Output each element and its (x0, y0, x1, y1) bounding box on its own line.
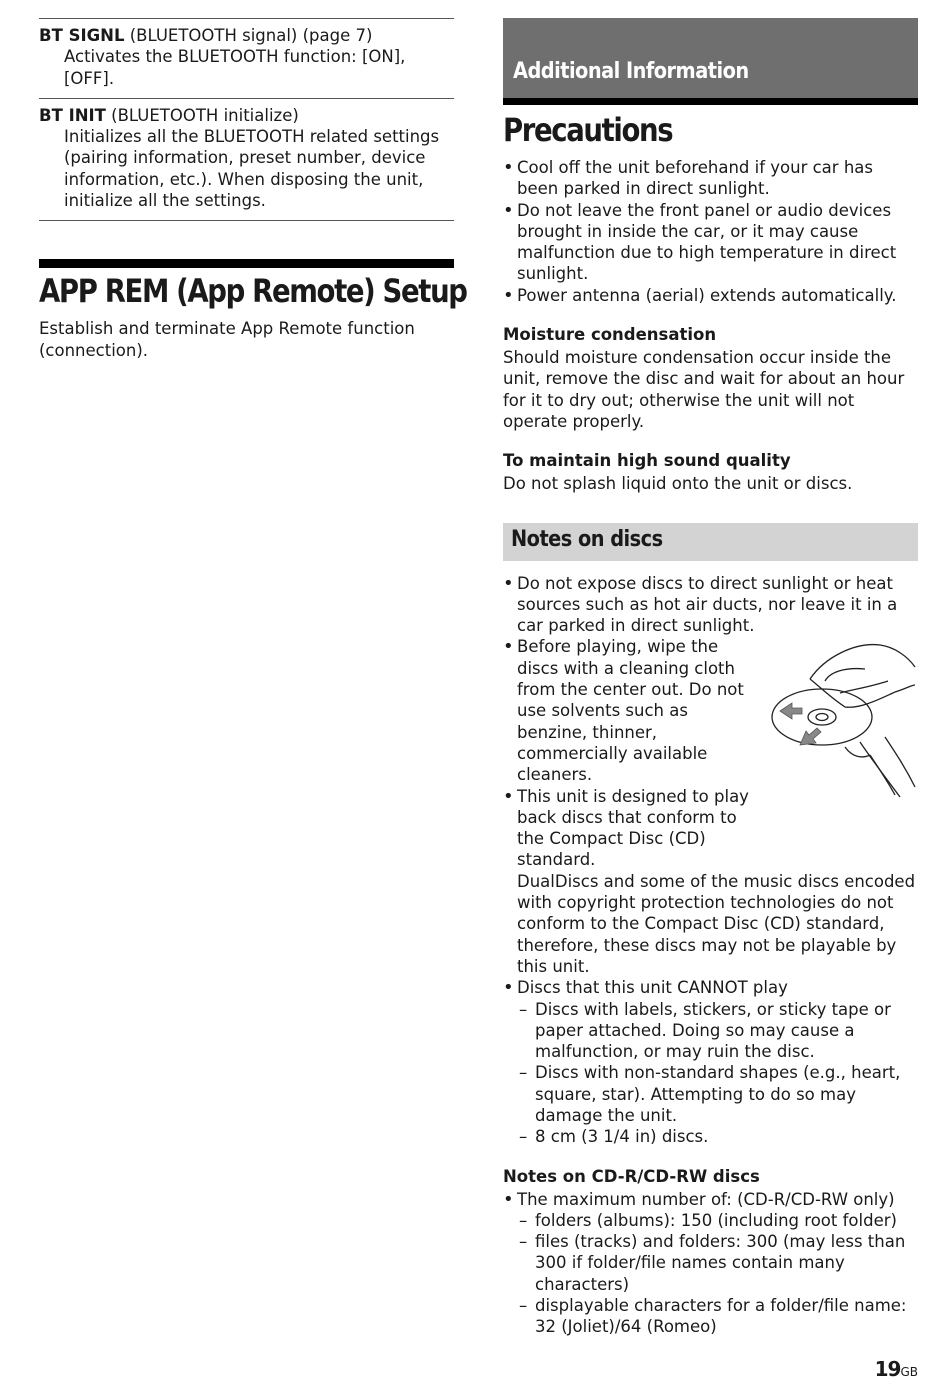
divider (39, 220, 454, 221)
sub-list-item: – Discs with non-standard shapes (e.g., heart, square, star). Attempting to do so may damage the unit. (517, 1062, 918, 1126)
list-item: • Power antenna (aerial) extends automatically. (503, 285, 918, 306)
section-bar (39, 259, 454, 268)
cdr-heading: Notes on CD-R/CD-RW discs (503, 1166, 760, 1186)
setting-name: (BLUETOOTH initialize) (105, 105, 299, 125)
hand-cloth-outline (810, 679, 915, 707)
list-item-text: • Before playing, wipe the discs with a cleaning cloth from the center out. Do not use solvents such as benzine, thinner, commercially available cleaners. (517, 637, 744, 785)
sub-list-item: – Discs with labels, stickers, or sticky tape or paper attached. Doing so may cause a malfunction, or may ruin the disc. (517, 999, 918, 1063)
list-item-text: • This unit is designed to play back discs that conform to the Compact Disc (CD) standard. (517, 786, 749, 870)
discs-heading: Notes on discs (511, 526, 663, 552)
page-number-value: 19 (874, 1357, 901, 1381)
section-title: APP REM (App Remote) Setup (39, 272, 467, 311)
setting-desc: Activates the BLUETOOTH function: [ON], [OFF]. (64, 47, 406, 88)
setting-head (39, 105, 454, 126)
list-item-text: DualDiscs and some of the music discs encoded with copyright protection technologies do not conform to the Compact Disc (CD) standard, therefore, these discs may not be playable by this unit. (517, 871, 916, 976)
disc-outline (772, 689, 872, 745)
list-item (503, 1189, 918, 1338)
moisture-heading: Moisture condensation (503, 325, 717, 345)
setting-key: BT SIGNL (39, 26, 125, 45)
disc-hub (808, 709, 836, 725)
discs-heading-bar (503, 523, 918, 561)
list-item: • Do not leave the front panel or audio devices brought in inside the car, or it may cause malfunction due to high temperature in direct sunlight. (503, 200, 918, 285)
disc-cleaning-illustration (770, 637, 918, 799)
list-item (503, 786, 918, 978)
setting-bt-init (39, 99, 454, 220)
hand-lower-outline (885, 737, 915, 787)
sound-text: Do not splash liquid onto the unit or discs. (503, 474, 853, 494)
sub-list-item: – displayable characters for a folder/file name: 32 (Joliet)/64 (Romeo) (517, 1295, 918, 1338)
sub-list-item: – 8 cm (3 1/4 in) discs. (517, 1126, 918, 1147)
precautions-list (503, 157, 918, 306)
hand-upper-outline (810, 644, 915, 678)
setting-head (39, 25, 454, 46)
page-number-suffix: GB (900, 1365, 918, 1379)
sound-heading: To maintain high sound quality (503, 451, 791, 471)
list-item-text: • The maximum number of: (CD-R/CD-RW only) (517, 1189, 895, 1209)
setting-desc: Initializes all the BLUETOOTH related settings (pairing information, preset number, device information, etc.). When disposing the unit, initialize all the settings. (64, 127, 440, 211)
cdr-list (503, 1189, 918, 1338)
discs-block (503, 573, 918, 1148)
left-column (39, 18, 467, 361)
section-text: Establish and terminate App Remote function (connection). (39, 319, 415, 360)
setting-name: (BLUETOOTH signal) (page 7) (124, 26, 373, 45)
setting-bt-signl (39, 19, 454, 98)
sub-list-item: – files (tracks) and folders: 300 (may less than 300 if folder/file names contain many characters) (517, 1231, 918, 1295)
cloth-fold (825, 668, 865, 680)
finger-outline (870, 755, 895, 795)
list-item: • Do not expose discs to direct sunlight or heat sources such as hot air ducts, nor leave it in a car parked in direct sunlight. (503, 573, 918, 637)
page-title: Precautions (503, 111, 673, 149)
wipe-arrow-down (800, 728, 821, 745)
list-item: • Cool off the unit beforehand if your car has been parked in direct sunlight. (503, 157, 918, 200)
chapter-banner-label: Additional Information (513, 59, 749, 84)
sub-list (517, 999, 918, 1148)
moisture-text: Should moisture condensation occur inside the unit, remove the disc and wait for about an hour for it to dry out; otherwise the unit will not operate properly. (503, 348, 905, 431)
wipe-arrow-left (780, 703, 802, 719)
sub-list-item: – folders (albums): 150 (including root folder) (517, 1210, 918, 1231)
cloth-fold (840, 681, 888, 693)
setting-key: BT INIT (39, 105, 106, 125)
page-number (875, 1357, 918, 1381)
disc-hole (816, 713, 828, 720)
chapter-banner (503, 18, 918, 105)
right-column (503, 18, 918, 1338)
list-item-text: • Discs that this unit CANNOT play (517, 978, 788, 998)
sub-list (517, 1210, 918, 1338)
list-item (503, 977, 918, 1147)
